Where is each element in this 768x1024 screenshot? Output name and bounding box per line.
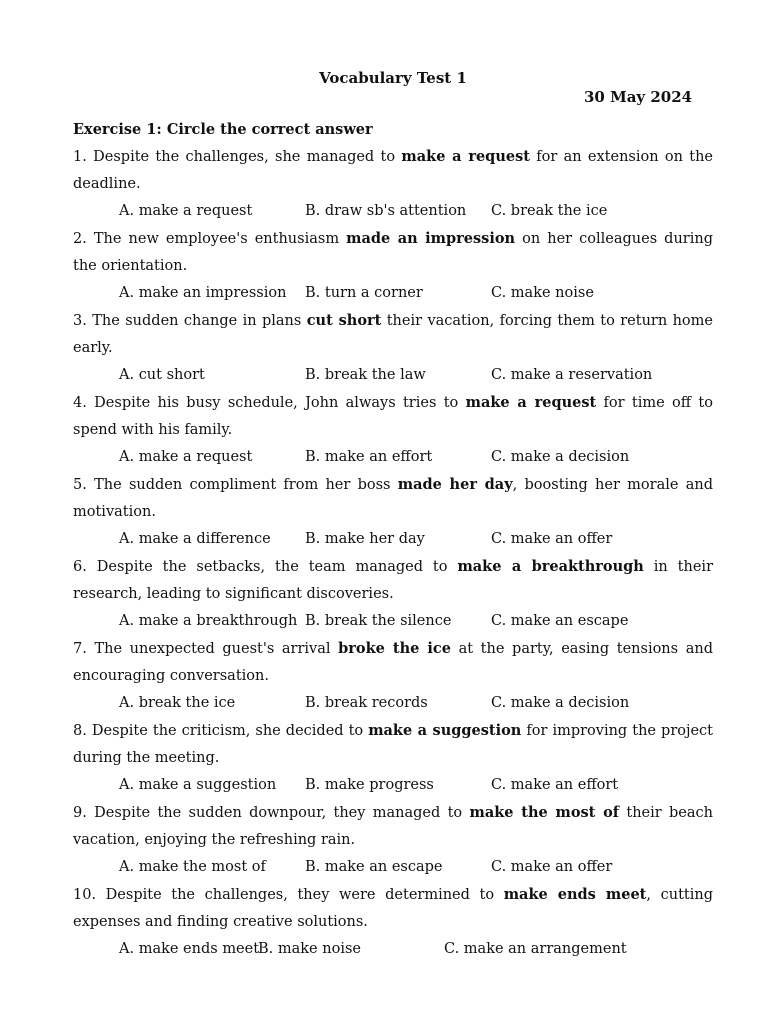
option-a[interactable]: A. make a breakthrough xyxy=(119,613,298,629)
answer-options xyxy=(73,772,713,799)
question-text-after: their beach vacation, enjoying the refreshing rain. xyxy=(73,805,713,848)
question-7 xyxy=(73,635,713,717)
option-b[interactable]: B. draw sb's attention xyxy=(305,203,467,219)
option-a[interactable]: A. make a request xyxy=(119,449,253,465)
option-c[interactable]: C. make a decision xyxy=(491,449,630,465)
option-a[interactable]: A. make an impression xyxy=(119,285,287,301)
question-key-phrase: cut short xyxy=(306,312,382,329)
question-5 xyxy=(73,471,713,553)
question-key-phrase: broke the ice xyxy=(338,640,451,657)
option-a[interactable]: A. make the most of xyxy=(119,859,266,875)
question-key-phrase: made her day xyxy=(397,476,513,493)
option-c[interactable]: C. make an offer xyxy=(491,859,613,875)
question-text xyxy=(73,471,713,526)
option-a[interactable]: A. cut short xyxy=(119,367,205,383)
question-text-before: 1. Despite the challenges, she managed to xyxy=(73,149,402,165)
option-c[interactable]: C. make a reservation xyxy=(491,367,653,383)
question-text xyxy=(73,717,713,772)
question-text-after: for an extension on the deadline. xyxy=(73,149,713,192)
answer-options xyxy=(73,608,713,635)
option-b[interactable]: B. break the law xyxy=(305,367,426,383)
document-date: 30 May 2024 xyxy=(584,88,693,106)
question-key-phrase: make ends meet xyxy=(503,886,647,903)
option-a[interactable]: A. make a suggestion xyxy=(119,777,277,793)
document-title: Vocabulary Test 1 xyxy=(319,69,467,87)
question-text-before: 8. Despite the criticism, she decided to xyxy=(73,723,369,739)
question-list xyxy=(73,143,713,963)
question-text-before: 9. Despite the sudden downpour, they managed to xyxy=(73,805,470,821)
answer-options xyxy=(73,936,713,963)
question-text-after: their vacation, forcing them to return home early. xyxy=(73,313,713,356)
question-text xyxy=(73,881,713,936)
question-text-before: 2. The new employee's enthusiasm xyxy=(73,231,347,247)
question-key-phrase: make a request xyxy=(401,148,530,165)
option-b[interactable]: B. break the silence xyxy=(305,613,452,629)
question-text-before: 6. Despite the setbacks, the team managed to xyxy=(73,559,458,575)
exercise-heading: Exercise 1: Circle the correct answer xyxy=(73,121,373,138)
option-c[interactable]: C. make an arrangement xyxy=(444,941,627,957)
option-b[interactable]: B. make progress xyxy=(305,777,434,793)
question-3 xyxy=(73,307,713,389)
question-text xyxy=(73,799,713,854)
question-key-phrase: make a breakthrough xyxy=(457,558,644,575)
question-6 xyxy=(73,553,713,635)
question-2 xyxy=(73,225,713,307)
question-text-after: , cutting expenses and finding creative solutions. xyxy=(73,887,713,930)
question-text-before: 3. The sudden change in plans xyxy=(73,313,307,329)
answer-options xyxy=(73,198,713,225)
option-a[interactable]: A. make a difference xyxy=(119,531,271,547)
question-key-phrase: made an impression xyxy=(346,230,516,247)
question-key-phrase: make a suggestion xyxy=(368,722,522,739)
question-text-before: 7. The unexpected guest's arrival xyxy=(73,641,339,657)
answer-options xyxy=(73,526,713,553)
question-9 xyxy=(73,799,713,881)
option-c[interactable]: C. make an effort xyxy=(491,777,619,793)
question-text xyxy=(73,635,713,690)
question-text xyxy=(73,389,713,444)
question-text-before: 10. Despite the challenges, they were determined to xyxy=(73,887,504,903)
option-c[interactable]: C. make an offer xyxy=(491,531,613,547)
option-c[interactable]: C. make noise xyxy=(491,285,594,301)
question-8 xyxy=(73,717,713,799)
question-key-phrase: make the most of xyxy=(469,804,620,821)
option-b[interactable]: B. make her day xyxy=(305,531,425,547)
option-b[interactable]: B. make an effort xyxy=(305,449,433,465)
question-text-after: for improving the project during the meeting. xyxy=(73,723,713,766)
question-text-after: for time off to spend with his family. xyxy=(73,395,713,438)
option-b[interactable]: B. turn a corner xyxy=(305,285,423,301)
question-1 xyxy=(73,143,713,225)
option-a[interactable]: A. break the ice xyxy=(119,695,236,711)
question-text-before: 4. Despite his busy schedule, John always tries to xyxy=(73,395,466,411)
answer-options xyxy=(73,444,713,471)
question-4 xyxy=(73,389,713,471)
option-b[interactable]: B. make noise xyxy=(258,941,361,957)
question-text xyxy=(73,225,713,280)
answer-options xyxy=(73,854,713,881)
option-c[interactable]: C. make an escape xyxy=(491,613,629,629)
option-a[interactable]: A. make ends meet xyxy=(119,941,260,957)
question-text-after: , boosting her morale and motivation. xyxy=(73,477,713,520)
option-a[interactable]: A. make a request xyxy=(119,203,253,219)
question-key-phrase: make a request xyxy=(465,394,597,411)
question-text xyxy=(73,143,713,198)
question-text xyxy=(73,553,713,608)
question-text-after: on her colleagues during the orientation. xyxy=(73,231,713,274)
answer-options xyxy=(73,280,713,307)
option-c[interactable]: C. break the ice xyxy=(491,203,608,219)
option-c[interactable]: C. make a decision xyxy=(491,695,630,711)
answer-options xyxy=(73,690,713,717)
question-text-after: in their research, leading to significant discoveries. xyxy=(73,559,713,602)
question-text-after: at the party, easing tensions and encouraging conversation. xyxy=(73,641,713,684)
option-b[interactable]: B. make an escape xyxy=(305,859,443,875)
question-text-before: 5. The sudden compliment from her boss xyxy=(73,477,398,493)
option-b[interactable]: B. break records xyxy=(305,695,428,711)
question-10 xyxy=(73,881,713,963)
answer-options xyxy=(73,362,713,389)
question-text xyxy=(73,307,713,362)
